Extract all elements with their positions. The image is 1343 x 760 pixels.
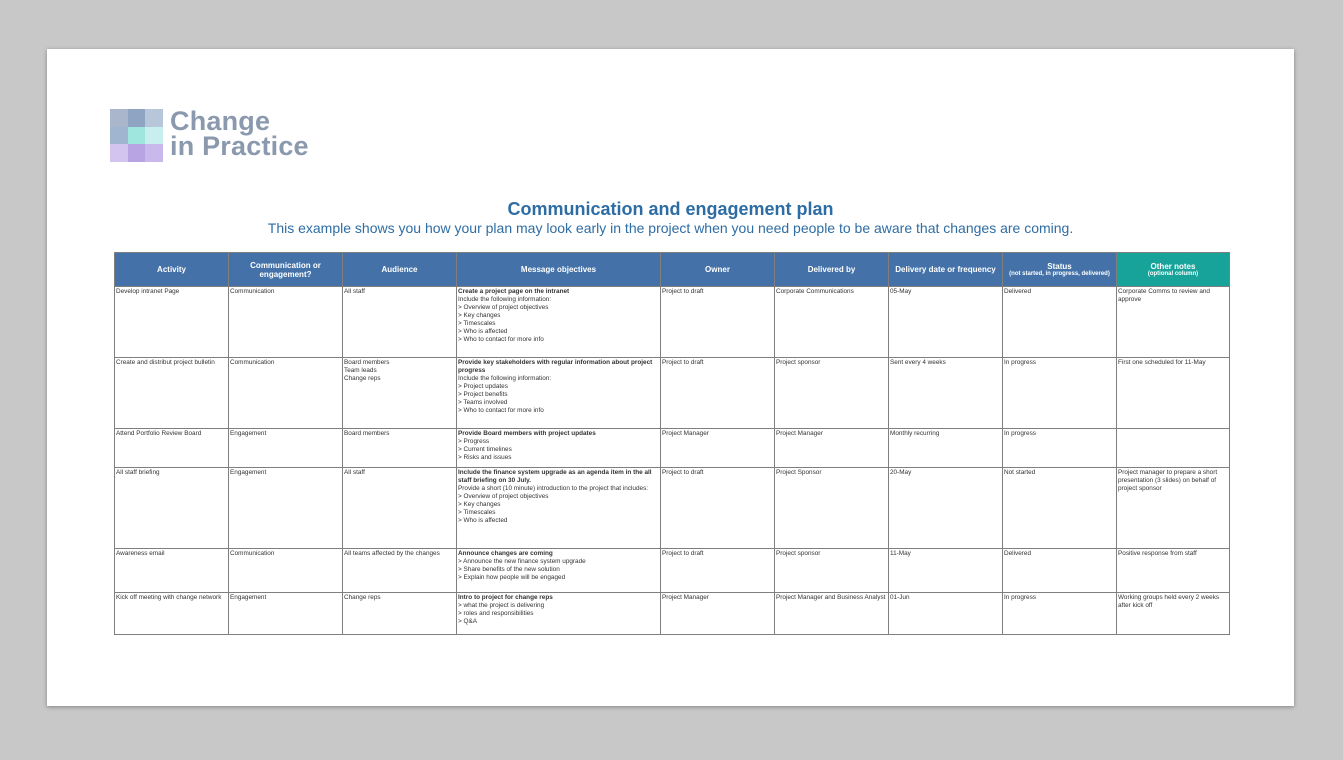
cell-delivered-by: Project sponsor (775, 549, 889, 593)
cell-notes: Working groups held every 2 weeks after kick off (1117, 593, 1230, 635)
objective-line: Include the following information: (458, 296, 552, 303)
table-row (115, 358, 1230, 429)
audience-item: Change reps (344, 594, 381, 601)
cell-audience (343, 287, 457, 358)
cell-type: Engagement (229, 593, 343, 635)
cell-activity: Develop intranet Page (115, 287, 229, 358)
cell-message-objectives (457, 429, 661, 468)
objective-line: > Who to contact for more info (458, 336, 544, 343)
audience-item: Team leads (344, 367, 377, 374)
cell-notes: First one scheduled for 11-May (1117, 358, 1230, 429)
audience-item: All staff (344, 469, 365, 476)
cell-owner: Project to draft (661, 287, 775, 358)
cell-audience (343, 358, 457, 429)
header-audience: Audience (343, 253, 457, 287)
cell-owner: Project to draft (661, 358, 775, 429)
cell-type: Communication (229, 287, 343, 358)
logo-mosaic-icon (110, 109, 163, 162)
header-delivery-date: Delivery date or frequency (889, 253, 1003, 287)
cell-delivered-by: Project Manager and Business Analyst (775, 593, 889, 635)
cell-notes: Positive response from staff (1117, 549, 1230, 593)
cell-activity: Attend Portfolio Review Board (115, 429, 229, 468)
cell-delivery-date: Monthly recurring (889, 429, 1003, 468)
objective-line: > Overview of project objectives (458, 304, 549, 311)
cell-owner: Project to draft (661, 468, 775, 549)
audience-item: All teams affected by the changes (344, 550, 440, 557)
table-row (115, 468, 1230, 549)
objective-title: Create a project page on the intranet (458, 288, 570, 295)
objective-line: > roles and responsibilities (458, 610, 534, 617)
cell-audience (343, 549, 457, 593)
header-status: Status (not started, in progress, delivered) (1003, 253, 1117, 287)
change-in-practice-logo (110, 106, 330, 163)
cell-activity: Awareness email (115, 549, 229, 593)
objective-line: > Current timelines (458, 446, 512, 453)
objective-line: > Key changes (458, 501, 501, 508)
objective-title: Intro to project for change reps (458, 594, 553, 601)
cell-audience (343, 429, 457, 468)
objective-line: > Who is affected (458, 517, 508, 524)
cell-status: Delivered (1003, 287, 1117, 358)
cell-type: Communication (229, 358, 343, 429)
cell-status: Delivered (1003, 549, 1117, 593)
objective-line: > Explain how people will be engaged (458, 574, 566, 581)
objective-line: > Share benefits of the new solution (458, 566, 560, 573)
objective-line: > Risks and issues (458, 454, 512, 461)
table-row (115, 593, 1230, 635)
objective-line: > Project updates (458, 383, 508, 390)
table-body (115, 287, 1230, 635)
objective-line: Include the following information: (458, 375, 552, 382)
objective-line: > what the project is delivering (458, 602, 545, 609)
cell-owner: Project to draft (661, 549, 775, 593)
logo-line-1: Change (170, 106, 271, 136)
cell-owner: Project Manager (661, 593, 775, 635)
objective-title: Announce changes are coming (458, 550, 553, 557)
cell-activity: Kick off meeting with change network (115, 593, 229, 635)
cell-message-objectives (457, 358, 661, 429)
document-page (47, 49, 1294, 706)
objective-line: > Who is affected (458, 328, 508, 335)
header-owner: Owner (661, 253, 775, 287)
objective-line: > Key changes (458, 312, 501, 319)
table-row (115, 549, 1230, 593)
table-row (115, 287, 1230, 358)
communication-plan-table (114, 252, 1230, 635)
logo-wordmark (170, 106, 309, 161)
header-communication-or-engagement: Communication or engagement? (229, 253, 343, 287)
cell-delivered-by: Project sponsor (775, 358, 889, 429)
objective-line: > Q&A (458, 618, 478, 625)
audience-item: Board members (344, 359, 390, 366)
cell-delivery-date: 11-May (889, 549, 1003, 593)
cell-message-objectives (457, 549, 661, 593)
objective-line: > Announce the new finance system upgrade (458, 558, 586, 565)
objective-title: Provide Board members with project updates (458, 430, 596, 437)
cell-audience (343, 593, 457, 635)
cell-delivered-by: Corporate Communications (775, 287, 889, 358)
header-message-objectives: Message objectives (457, 253, 661, 287)
cell-notes: Corporate Comms to review and approve (1117, 287, 1230, 358)
cell-notes (1117, 429, 1230, 468)
logo-line-2: in Practice (170, 131, 309, 161)
table-row (115, 429, 1230, 468)
cell-notes: Project manager to prepare a short presentation (3 slides) on behalf of project sponsor (1117, 468, 1230, 549)
objective-line: > Who to contact for more info (458, 407, 544, 414)
cell-status: Not started (1003, 468, 1117, 549)
objective-title: Provide key stakeholders with regular information about project progress (458, 359, 653, 374)
header-other-notes: Other notes (optional column) (1117, 253, 1230, 287)
objective-line: > Overview of project objectives (458, 493, 549, 500)
cell-status: In progress (1003, 358, 1117, 429)
objective-line: > Progress (458, 438, 490, 445)
objective-line: > Timescales (458, 509, 496, 516)
page-title: Communication and engagement plan (507, 199, 834, 219)
cell-message-objectives (457, 287, 661, 358)
cell-type: Communication (229, 549, 343, 593)
objective-line: > Teams involved (458, 399, 508, 406)
page-subtitle: This example shows you how your plan may look early in the project when you need people to be aware that changes are coming. (267, 220, 1074, 236)
cell-audience (343, 468, 457, 549)
audience-item: All staff (344, 288, 365, 295)
objective-line: > Timescales (458, 320, 496, 327)
cell-message-objectives (457, 468, 661, 549)
cell-delivery-date: 20-May (889, 468, 1003, 549)
cell-status: In progress (1003, 429, 1117, 468)
cell-status: In progress (1003, 593, 1117, 635)
audience-item: Board members (344, 430, 390, 437)
cell-delivered-by: Project Sponsor (775, 468, 889, 549)
cell-activity: All staff briefing (115, 468, 229, 549)
objective-line: > Project benefits (458, 391, 508, 398)
cell-type: Engagement (229, 429, 343, 468)
table-header-row (115, 253, 1230, 287)
objective-title: Include the finance system upgrade as an agenda item in the all staff briefing on 30 July. (458, 469, 652, 484)
cell-owner: Project Manager (661, 429, 775, 468)
audience-item: Change reps (344, 375, 381, 382)
cell-activity: Create and distribut project bulletin (115, 358, 229, 429)
objective-line: Provide a short (10 minute) introduction to the project that includes: (458, 485, 649, 492)
cell-delivery-date: Sent every 4 weeks (889, 358, 1003, 429)
header-activity: Activity (115, 253, 229, 287)
cell-delivered-by: Project Manager (775, 429, 889, 468)
cell-type: Engagement (229, 468, 343, 549)
cell-message-objectives (457, 593, 661, 635)
cell-delivery-date: 05-May (889, 287, 1003, 358)
header-delivered-by: Delivered by (775, 253, 889, 287)
cell-delivery-date: 01-Jun (889, 593, 1003, 635)
